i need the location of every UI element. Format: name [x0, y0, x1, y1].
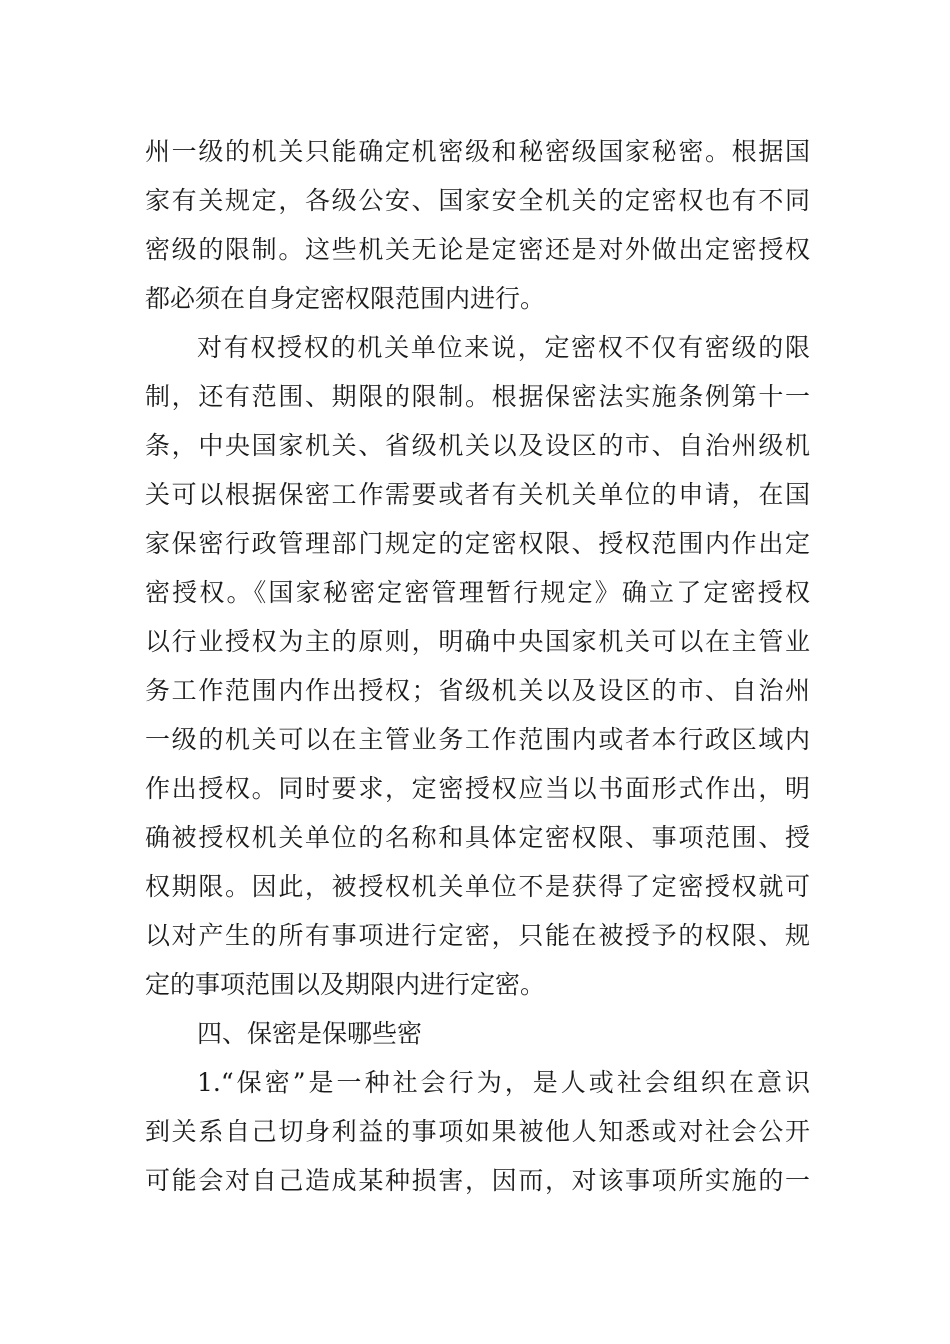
paragraph-2 [145, 323, 810, 1009]
text-line: 以对产生的所有事项进行定密，只能在被授予的权限、规 [145, 921, 810, 950]
text-line: 关可以根据保密工作需要或者有关机关单位的申请，在国 [145, 480, 810, 509]
text-line: 条，中央国家机关、省级机关以及设区的市、自治州级机 [145, 431, 810, 460]
text-line: 州一级的机关只能确定机密级和秘密级国家秘密。根据国 [145, 137, 810, 166]
section-heading [145, 1009, 810, 1058]
paragraph-4 [145, 1058, 810, 1205]
text-line: 定的事项范围以及期限内进行定密。 [145, 970, 546, 999]
text-line: 制，还有范围、期限的限制。根据保密法实施条例第十一 [145, 382, 810, 411]
text-line: 到关系自己切身利益的事项如果被他人知悉或对社会公开 [145, 1117, 810, 1146]
document-body [145, 127, 810, 1205]
text-line: 作出授权。同时要求，定密授权应当以书面形式作出，明 [145, 774, 810, 803]
text-line: 密授权。《国家秘密定密管理暂行规定》确立了定密授权 [145, 578, 810, 607]
text-line: 家有关规定，各级公安、国家安全机关的定密权也有不同 [145, 186, 810, 215]
text-line: 务工作范围内作出授权；省级机关以及设区的市、自治州 [145, 676, 810, 705]
text-line: 都必须在自身定密权限范围内进行。 [145, 284, 546, 313]
text-line: 对有权授权的机关单位来说，定密权不仅有密级的限 [197, 333, 810, 362]
section-heading-text: 四、保密是保哪些密 [197, 1019, 423, 1048]
text-line: 家保密行政管理部门规定的定密权限、授权范围内作出定 [145, 529, 810, 558]
text-line: 可能会对自己造成某种损害，因而，对该事项所实施的一 [145, 1166, 810, 1195]
text-line: 一级的机关可以在主管业务工作范围内或者本行政区域内 [145, 725, 810, 754]
text-line: 权期限。因此，被授权机关单位不是获得了定密授权就可 [145, 872, 810, 901]
text-line: 密级的限制。这些机关无论是定密还是对外做出定密授权 [145, 235, 810, 264]
text-line: 1.“保密”是一种社会行为，是人或社会组织在意识 [197, 1068, 810, 1097]
paragraph-1 [145, 127, 810, 323]
text-line: 以行业授权为主的原则，明确中央国家机关可以在主管业 [145, 627, 810, 656]
text-line: 确被授权机关单位的名称和具体定密权限、事项范围、授 [145, 823, 810, 852]
